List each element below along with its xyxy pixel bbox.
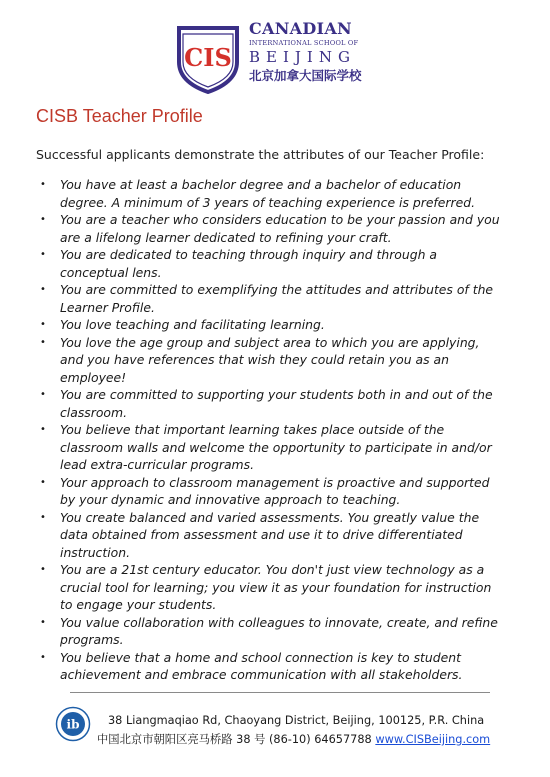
attribute-item <box>40 246 505 281</box>
attribute-text-line: You believe that a home and school connection is key to student <box>60 649 461 665</box>
attribute-item <box>40 614 505 649</box>
attribute-text-line: You are committed to supporting your students both in and out of the <box>60 387 493 402</box>
bullet-icon: • <box>40 616 46 628</box>
footer-address-chinese: 中国北京市朝阳区亮马桥路 38 号 <box>97 733 266 746</box>
bullet-icon: • <box>40 564 46 575</box>
bullet-icon: • <box>40 179 46 190</box>
attribute-text-line: classroom walls and welcome the opportunity to participate in and/or <box>60 439 492 455</box>
attribute-item <box>40 176 505 211</box>
ib-world-school-logo-icon <box>55 706 91 742</box>
attribute-item <box>40 509 505 562</box>
attribute-item <box>40 474 505 509</box>
svg-text:ib: ib <box>66 717 80 732</box>
bullet-icon: • <box>40 284 46 295</box>
attribute-item <box>40 316 505 334</box>
attribute-text-line: achievement and embrace communication with all stakeholders. <box>60 667 463 682</box>
bullet-icon: • <box>40 389 46 400</box>
attribute-item <box>40 421 505 474</box>
attribute-text-line: classroom. <box>60 404 128 420</box>
attribute-text-line: You believe that important learning takes place outside of the <box>60 422 445 437</box>
footer-address-english: 38 Liangmaqiao Rd, Chaoyang District, Beijing, 100125, P.R. China <box>108 714 485 727</box>
attribute-text-line: You are a teacher who considers education to be your passion and you <box>60 212 500 227</box>
intro-text: Successful applicants demonstrate the attributes of our Teacher Profile: <box>36 147 485 162</box>
page-title: CISB Teacher Profile <box>36 106 203 126</box>
attribute-item <box>40 334 505 387</box>
attribute-text-line: by your dynamic and innovative approach to teaching. <box>60 492 401 507</box>
bullet-icon: • <box>40 319 46 330</box>
attribute-text-line: employee! <box>60 369 127 385</box>
attribute-text-line: You value collaboration with colleagues to innovate, create, and refine <box>60 614 498 630</box>
attribute-text-line: lead extra-curricular programs. <box>60 457 255 472</box>
attribute-text-line: Learner Profile. <box>60 299 155 315</box>
attribute-text-line: Your approach to classroom management is proactive and supported <box>60 474 490 490</box>
bullet-icon: • <box>40 424 46 435</box>
bullet-icon: • <box>40 336 46 348</box>
attribute-text-line: You are committed to exemplifying the attitudes and attributes of the <box>60 282 494 297</box>
attribute-text-line: to engage your students. <box>60 597 217 612</box>
bullet-icon: • <box>40 511 46 523</box>
logo-name-chinese: 北京加拿大国际学校 <box>249 68 362 83</box>
attribute-text-line: and you have references that wish they could retain you as an <box>60 352 449 367</box>
attribute-item <box>40 211 505 246</box>
logo-initials: CIS <box>184 43 232 72</box>
attribute-text-line: are a lifelong learner dedicated to refining your craft. <box>60 229 392 245</box>
attribute-item <box>40 561 505 614</box>
attribute-item <box>40 281 505 316</box>
attribute-text-line: crucial tool for learning; you view it as your foundation for instruction <box>60 579 492 595</box>
school-website-link[interactable]: www.CISBeijing.com <box>375 733 491 746</box>
logo-name-line1: CANADIAN <box>249 19 352 38</box>
attribute-text-line: instruction. <box>60 544 131 560</box>
bullet-icon: • <box>40 214 46 225</box>
footer-divider <box>70 692 490 693</box>
attribute-text-line: degree. A minimum of 3 years of teaching experience is preferred. <box>60 194 476 210</box>
bullet-icon: • <box>40 651 46 663</box>
footer-phone: (86-10) 64657788 <box>269 733 372 746</box>
bullet-icon: • <box>40 476 46 488</box>
cis-shield-icon <box>173 22 243 94</box>
attribute-text-line: conceptual lens. <box>60 264 162 280</box>
footer-contact-line <box>97 731 490 747</box>
attribute-text-line: You are dedicated to teaching through inquiry and through a <box>60 247 437 262</box>
attribute-item <box>40 649 505 684</box>
attribute-text-line: You love teaching and facilitating learning. <box>60 317 325 332</box>
attribute-list <box>40 176 505 684</box>
attribute-item <box>40 386 505 421</box>
attribute-text-line: You love the age group and subject area to which you are applying, <box>60 334 480 350</box>
school-logo <box>173 20 383 98</box>
attribute-text-line: You have at least a bachelor degree and a bachelor of education <box>60 177 462 192</box>
attribute-text-line: programs. <box>60 632 124 647</box>
bullet-icon: • <box>40 249 46 260</box>
logo-name-line3: BEIJING <box>249 48 356 66</box>
attribute-text-line: data obtained from assessment and use it to drive differentiated <box>60 527 463 542</box>
logo-name-line2: INTERNATIONAL SCHOOL OF <box>249 39 359 47</box>
attribute-text-line: You are a 21st century educator. You don't just view technology as a <box>60 562 485 577</box>
attribute-text-line: You create balanced and varied assessments. You greatly value the <box>60 509 480 525</box>
